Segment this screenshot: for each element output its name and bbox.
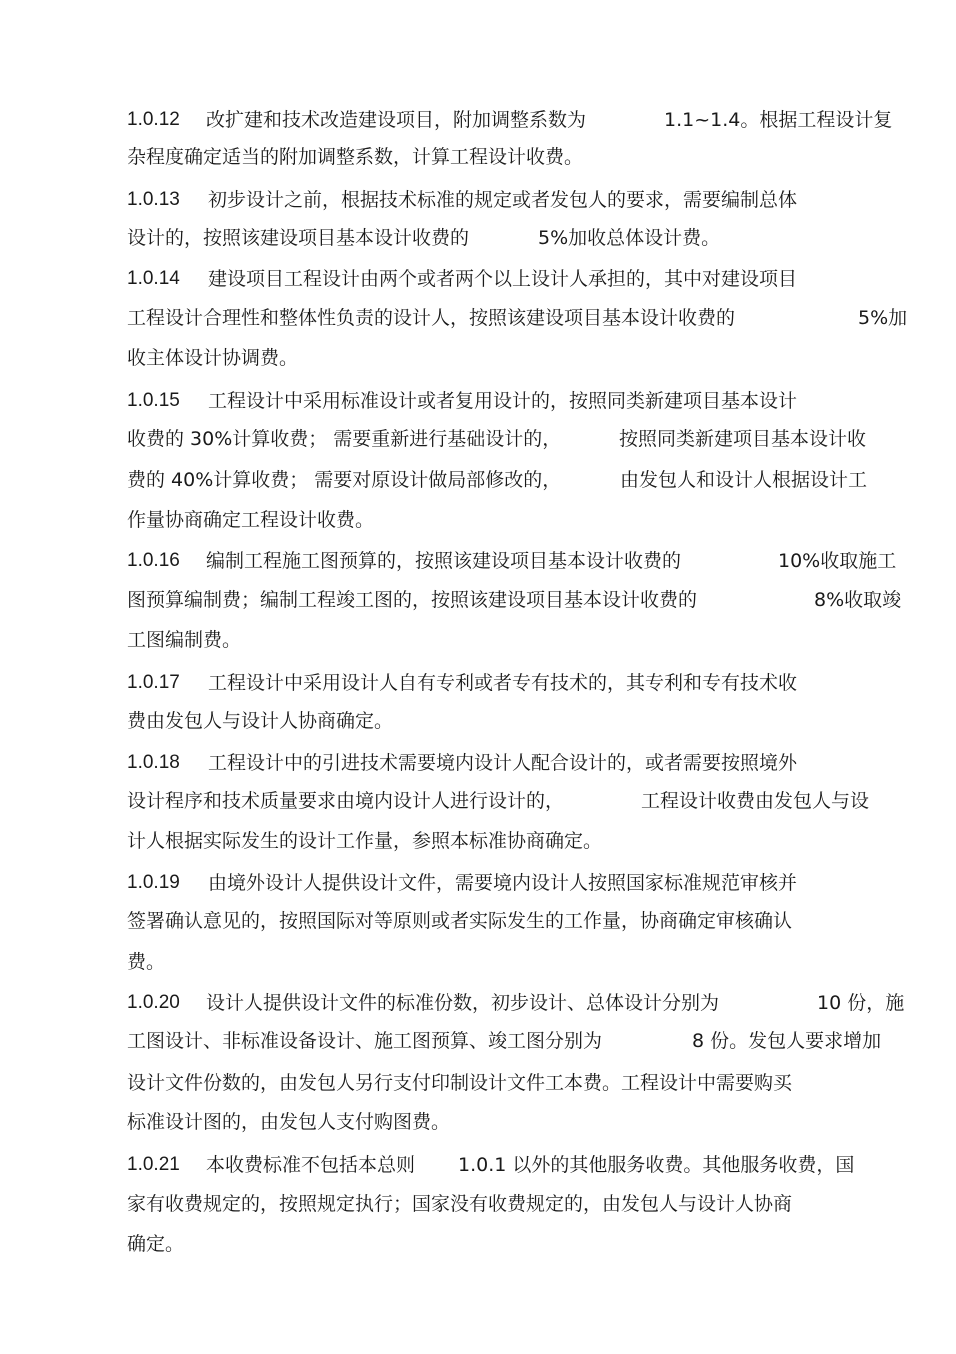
clause-text: 工图编制费。	[127, 629, 242, 651]
clause-text: 作量协商确定工程设计收费。	[127, 509, 375, 531]
clause-number: 1.0.16	[127, 550, 180, 571]
clause-text: 工程设计收费由发包人与设	[641, 790, 870, 812]
clause-text: 5%加	[858, 307, 908, 329]
clause-number: 1.0.19	[127, 872, 180, 893]
clause-text: 工程设计合理性和整体性负责的设计人，按照该建设项目基本设计收费的	[127, 307, 736, 329]
clause-text: 杂程度确定适当的附加调整系数，计算工程设计收费。	[127, 146, 584, 168]
clause-text: 5%加收总体设计费。	[538, 227, 721, 249]
clause-text: 工程设计中采用标准设计或者复用设计的，按照同类新建项目基本设计	[208, 390, 798, 412]
clause-text: 本收费标准不包括本总则	[206, 1154, 416, 1176]
clause-text: 费。	[127, 951, 166, 973]
clause-text: 图预算编制费；编制工程竣工图的，按照该建设项目基本设计收费的	[127, 589, 698, 611]
clause-text: 收费的 30%计算收费； 需要重新进行基础设计的，	[127, 428, 562, 450]
clause-text: 建设项目工程设计由两个或者两个以上设计人承担的，其中对建设项目	[208, 268, 798, 290]
clause-text: 设计人提供设计文件的标准份数，初步设计、总体设计分别为	[206, 992, 720, 1014]
clause-number: 1.0.13	[127, 189, 180, 210]
clause-number: 1.0.21	[127, 1154, 180, 1175]
clause-text: 8 份。发包人要求增加	[692, 1030, 882, 1052]
clause-number: 1.0.20	[127, 992, 180, 1013]
clause-text: 工图设计、非标准设备设计、施工图预算、竣工图分别为	[127, 1030, 603, 1052]
clause-text: 确定。	[127, 1233, 185, 1255]
clause-text: 设计文件份数的，由发包人另行支付印制设计文件工本费。工程设计中需要购买	[127, 1072, 793, 1094]
clause-text: 费由发包人与设计人协商确定。	[127, 710, 394, 732]
clause-text: 由发包人和设计人根据设计工	[620, 469, 868, 491]
clause-text: 收主体设计协调费。	[127, 347, 299, 369]
clause-text: 8%收取竣	[814, 589, 902, 611]
clause-text: 工程设计中采用设计人自有专利或者专有技术的，其专利和专有技术收	[208, 672, 798, 694]
clause-text: 编制工程施工图预算的，按照该建设项目基本设计收费的	[206, 550, 682, 572]
clause-text: 标准设计图的，由发包人支付购图费。	[127, 1111, 451, 1133]
clause-text: 10%收取施工	[778, 550, 897, 572]
clause-text: 费的 40%计算收费； 需要对原设计做局部修改的，	[127, 469, 562, 491]
clause-number: 1.0.14	[127, 268, 180, 289]
clause-text: 设计程序和技术质量要求由境内设计人进行设计的，	[127, 790, 565, 812]
clause-text: 1.1~1.4。根据工程设计复	[664, 109, 893, 131]
clause-text: 家有收费规定的，按照规定执行；国家没有收费规定的，由发包人与设计人协商	[127, 1193, 793, 1215]
clause-text: 10 份，施	[817, 992, 905, 1014]
clause-text: 改扩建和技术改造建设项目，附加调整系数为	[206, 109, 587, 131]
clause-text: 签署确认意见的，按照国际对等原则或者实际发生的工作量，协商确定审核确认	[127, 910, 793, 932]
clause-number: 1.0.18	[127, 752, 180, 773]
clause-number: 1.0.15	[127, 390, 180, 411]
clause-text: 初步设计之前，根据技术标准的规定或者发包人的要求，需要编制总体	[208, 189, 798, 211]
clause-number: 1.0.17	[127, 672, 180, 693]
clause-text: 设计的，按照该建设项目基本设计收费的	[127, 227, 470, 249]
clause-text: 由境外设计人提供设计文件，需要境内设计人按照国家标准规范审核并	[208, 872, 798, 894]
clause-text: 工程设计中的引进技术需要境内设计人配合设计的，或者需要按照境外	[208, 752, 798, 774]
clause-text: 按照同类新建项目基本设计收	[619, 428, 867, 450]
clause-number: 1.0.12	[127, 109, 180, 130]
clause-text: 计人根据实际发生的设计工作量，参照本标准协商确定。	[127, 830, 603, 852]
clause-text: 1.0.1 以外的其他服务收费。其他服务收费，国	[458, 1154, 855, 1176]
